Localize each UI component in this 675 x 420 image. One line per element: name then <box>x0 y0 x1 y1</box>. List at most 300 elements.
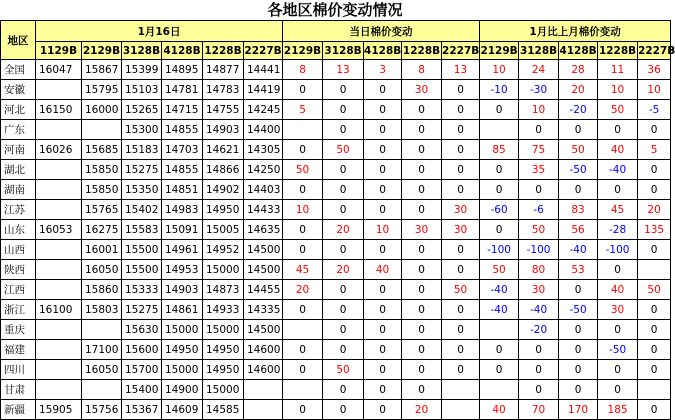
daily-change-cell: 0 <box>442 320 480 340</box>
monthly-change-cell: 185 <box>598 400 638 420</box>
daily-change-cell <box>442 380 480 400</box>
price-cell: 14953 <box>162 260 203 280</box>
daily-change-cell: 0 <box>283 400 323 420</box>
monthly-change-cell: 50 <box>559 140 598 160</box>
daily-change-cell: 0 <box>323 120 364 140</box>
region-cell: 山东 <box>1 220 36 240</box>
daily-change-cell: 0 <box>402 340 442 360</box>
region-cell: 陕西 <box>1 260 36 280</box>
region-cell: 山西 <box>1 240 36 260</box>
monthly-change-cell <box>638 260 671 280</box>
daily-change-cell: 0 <box>364 280 402 300</box>
daily-change-cell: 0 <box>364 100 402 120</box>
daily-change-cell: 50 <box>323 360 364 380</box>
monthly-change-cell: 0 <box>480 180 519 200</box>
price-cell: 14781 <box>162 80 203 100</box>
price-cell <box>36 240 82 260</box>
monthly-change-cell <box>638 380 671 400</box>
daily-code-header: 2129B <box>283 42 323 60</box>
daily-change-cell: 0 <box>442 120 480 140</box>
monthly-change-cell: 0 <box>519 180 559 200</box>
price-cell: 14855 <box>162 120 203 140</box>
price-cell: 16001 <box>82 240 122 260</box>
price-cell <box>36 280 82 300</box>
monthly-change-cell: 0 <box>638 320 671 340</box>
price-cell <box>36 380 82 400</box>
price-cell: 14500 <box>244 240 283 260</box>
daily-change-cell: 0 <box>323 400 364 420</box>
daily-change-cell: 0 <box>323 200 364 220</box>
price-cell: 14600 <box>244 360 283 380</box>
daily-change-cell: 0 <box>283 300 323 320</box>
price-cell: 16026 <box>36 140 82 160</box>
price-cell: 14950 <box>203 200 244 220</box>
region-cell: 湖北 <box>1 160 36 180</box>
monthly-change-cell: 0 <box>638 240 671 260</box>
daily-change-cell: 0 <box>364 120 402 140</box>
daily-code-header: 1228B <box>402 42 442 60</box>
daily-change-cell: 0 <box>364 80 402 100</box>
monthly-change-cell: 0 <box>559 280 598 300</box>
price-cell: 14983 <box>162 200 203 220</box>
region-cell: 广东 <box>1 120 36 140</box>
price-cell: 14250 <box>244 160 283 180</box>
monthly-change-cell: 170 <box>559 400 598 420</box>
monthly-change-cell: -100 <box>519 240 559 260</box>
table-row <box>1 340 671 360</box>
price-cell: 14585 <box>203 400 244 420</box>
price-cell: 15765 <box>82 200 122 220</box>
daily-change-cell <box>283 320 323 340</box>
monthly-change-cell: 40 <box>598 280 638 300</box>
daily-change-cell: 0 <box>323 300 364 320</box>
price-cell: 14600 <box>244 340 283 360</box>
price-cell: 15103 <box>122 80 162 100</box>
monthly-change-cell: 0 <box>638 360 671 380</box>
daily-change-cell: 0 <box>283 340 323 360</box>
monthly-change-cell <box>480 380 519 400</box>
daily-change-cell: 0 <box>323 320 364 340</box>
price-cell: 15091 <box>162 220 203 240</box>
price-cell: 15630 <box>122 320 162 340</box>
price-cell: 17100 <box>82 340 122 360</box>
table-row <box>1 360 671 380</box>
monthly-change-cell: -40 <box>598 160 638 180</box>
monthly-change-cell: 0 <box>598 180 638 200</box>
daily-change-cell: 8 <box>402 60 442 80</box>
price-cell: 14902 <box>203 180 244 200</box>
daily-change-cell <box>283 120 323 140</box>
table-row <box>1 220 671 240</box>
daily-code-header: 3128B <box>323 42 364 60</box>
daily-change-cell: 30 <box>442 220 480 240</box>
table-row <box>1 100 671 120</box>
table-row <box>1 400 671 420</box>
monthly-change-cell: -50 <box>598 340 638 360</box>
daily-change-cell: 50 <box>283 160 323 180</box>
monthly-change-cell: 0 <box>598 260 638 280</box>
price-cell: 14400 <box>244 120 283 140</box>
table-row <box>1 200 671 220</box>
monthly-change-cell: 10 <box>598 80 638 100</box>
monthly-code-header: 3128B <box>519 42 559 60</box>
header-row-codes <box>1 42 671 60</box>
daily-change-cell: 45 <box>283 260 323 280</box>
daily-change-cell: 13 <box>442 60 480 80</box>
daily-change-cell: 0 <box>402 240 442 260</box>
monthly-change-cell: 0 <box>638 160 671 180</box>
monthly-change-cell: 0 <box>598 120 638 140</box>
price-cell: 15275 <box>122 160 162 180</box>
price-cell: 14900 <box>162 380 203 400</box>
price-cell: 16100 <box>36 300 82 320</box>
region-cell: 河南 <box>1 140 36 160</box>
price-cell: 16050 <box>82 260 122 280</box>
daily-change-cell: 0 <box>442 300 480 320</box>
daily-change-cell: 10 <box>364 220 402 240</box>
monthly-change-cell: -20 <box>559 100 598 120</box>
region-cell: 全国 <box>1 60 36 80</box>
monthly-change-cell: -30 <box>519 80 559 100</box>
price-cell: 15685 <box>82 140 122 160</box>
daily-change-cell: 5 <box>283 100 323 120</box>
daily-change-cell: 20 <box>323 260 364 280</box>
daily-change-cell: 0 <box>323 80 364 100</box>
table-row <box>1 240 671 260</box>
monthly-change-cell: 0 <box>480 160 519 180</box>
price-cell: 14903 <box>162 280 203 300</box>
daily-change-cell: 0 <box>442 240 480 260</box>
daily-change-cell: 0 <box>364 400 402 420</box>
monthly-change-cell: 0 <box>519 120 559 140</box>
monthly-change-cell: -100 <box>598 240 638 260</box>
price-cell: 15850 <box>82 160 122 180</box>
price-cell: 14433 <box>244 200 283 220</box>
monthly-change-cell: 53 <box>559 260 598 280</box>
monthly-change-cell: -40 <box>480 280 519 300</box>
price-cell: 14609 <box>162 400 203 420</box>
price-cell: 14961 <box>162 240 203 260</box>
price-cell <box>82 380 122 400</box>
price-cell: 15000 <box>162 320 203 340</box>
monthly-change-cell: 0 <box>480 100 519 120</box>
daily-change-cell: 0 <box>364 300 402 320</box>
monthly-change-cell: 24 <box>519 60 559 80</box>
daily-change-cell: 0 <box>364 320 402 340</box>
daily-change-cell: 0 <box>442 100 480 120</box>
region-cell: 安徽 <box>1 80 36 100</box>
daily-change-cell: 0 <box>402 200 442 220</box>
region-header: 地区 <box>1 21 36 60</box>
price-cell: 14895 <box>162 60 203 80</box>
daily-change-cell: 0 <box>323 240 364 260</box>
price-cell: 15795 <box>82 80 122 100</box>
price-cell: 15399 <box>122 60 162 80</box>
monthly-change-cell: -50 <box>559 300 598 320</box>
table-row <box>1 320 671 340</box>
monthly-change-cell: 0 <box>559 320 598 340</box>
monthly-change-cell: 0 <box>559 360 598 380</box>
price-cell: 16047 <box>36 60 82 80</box>
daily-change-cell: 0 <box>364 340 402 360</box>
price-cell: 14305 <box>244 140 283 160</box>
region-cell: 新疆 <box>1 400 36 420</box>
price-cell: 15600 <box>122 340 162 360</box>
price-cell: 14950 <box>203 360 244 380</box>
price-cell: 15905 <box>36 400 82 420</box>
monthly-change-cell: 135 <box>638 220 671 240</box>
daily-change-cell <box>442 400 480 420</box>
monthly-change-cell: 0 <box>598 320 638 340</box>
monthly-change-cell: 35 <box>519 160 559 180</box>
daily-change-cell: 40 <box>364 260 402 280</box>
daily-change-cell: 50 <box>323 140 364 160</box>
region-cell: 福建 <box>1 340 36 360</box>
price-cell: 14952 <box>203 240 244 260</box>
monthly-change-cell: -40 <box>480 300 519 320</box>
daily-change-cell: 0 <box>283 140 323 160</box>
price-cell <box>36 180 82 200</box>
daily-change-cell: 0 <box>364 360 402 380</box>
price-cell: 16275 <box>82 220 122 240</box>
monthly-change-cell: 10 <box>480 60 519 80</box>
daily-change-cell: 0 <box>442 340 480 360</box>
monthly-change-cell: -5 <box>638 100 671 120</box>
monthly-change-cell: 28 <box>559 60 598 80</box>
price-cell: 15500 <box>122 260 162 280</box>
monthly-change-cell: -10 <box>480 80 519 100</box>
table-row <box>1 160 671 180</box>
price-group-header: 1月16日 <box>36 21 283 42</box>
monthly-change-group-header: 1月比上月棉价变动 <box>480 21 671 42</box>
monthly-change-cell: 50 <box>480 260 519 280</box>
monthly-change-cell: 50 <box>519 220 559 240</box>
daily-change-cell: 50 <box>442 280 480 300</box>
monthly-change-cell: 75 <box>519 140 559 160</box>
monthly-change-cell: 11 <box>598 60 638 80</box>
monthly-change-cell: 0 <box>638 300 671 320</box>
table-row <box>1 180 671 200</box>
price-code-header: 4128B <box>162 42 203 60</box>
price-cell: 14403 <box>244 180 283 200</box>
price-cell: 15265 <box>122 100 162 120</box>
price-cell <box>82 120 122 140</box>
price-cell: 14703 <box>162 140 203 160</box>
daily-change-cell: 0 <box>323 380 364 400</box>
monthly-change-cell: 0 <box>519 380 559 400</box>
daily-change-cell: 3 <box>364 60 402 80</box>
monthly-change-cell: 70 <box>519 400 559 420</box>
price-cell: 14621 <box>203 140 244 160</box>
monthly-change-cell: 30 <box>519 280 559 300</box>
monthly-change-cell: 0 <box>480 360 519 380</box>
price-cell: 14715 <box>162 100 203 120</box>
sheet-title: 各地区棉价变动情况 <box>267 1 403 19</box>
daily-change-cell: 0 <box>402 320 442 340</box>
daily-change-cell: 0 <box>364 180 402 200</box>
daily-change-cell: 0 <box>283 360 323 380</box>
daily-change-cell: 0 <box>402 260 442 280</box>
daily-change-cell: 0 <box>402 360 442 380</box>
daily-change-cell: 0 <box>364 140 402 160</box>
price-cell <box>36 160 82 180</box>
table-row <box>1 80 671 100</box>
daily-change-cell: 0 <box>323 280 364 300</box>
price-cell: 15183 <box>122 140 162 160</box>
daily-change-cell: 0 <box>283 220 323 240</box>
price-cell: 14861 <box>162 300 203 320</box>
daily-change-cell: 0 <box>364 200 402 220</box>
monthly-change-cell: 36 <box>638 60 671 80</box>
monthly-change-cell: 10 <box>638 80 671 100</box>
price-cell: 15500 <box>122 240 162 260</box>
monthly-change-cell: 50 <box>638 280 671 300</box>
monthly-change-cell: 45 <box>598 200 638 220</box>
price-cell: 15400 <box>122 380 162 400</box>
monthly-change-cell: 0 <box>638 120 671 140</box>
price-cell: 15867 <box>82 60 122 80</box>
region-cell: 江苏 <box>1 200 36 220</box>
monthly-code-header: 1228B <box>598 42 638 60</box>
price-cell: 15850 <box>82 180 122 200</box>
monthly-change-cell: 0 <box>480 340 519 360</box>
monthly-change-cell: 0 <box>598 380 638 400</box>
daily-change-cell: 0 <box>402 300 442 320</box>
price-cell: 16053 <box>36 220 82 240</box>
price-cell: 14933 <box>203 300 244 320</box>
daily-change-cell: 0 <box>364 240 402 260</box>
monthly-change-cell <box>480 120 519 140</box>
header-row-groups <box>1 21 671 42</box>
price-cell: 15803 <box>82 300 122 320</box>
region-cell: 湖南 <box>1 180 36 200</box>
monthly-change-cell: 0 <box>638 340 671 360</box>
price-cell: 14335 <box>244 300 283 320</box>
table-row <box>1 260 671 280</box>
daily-change-cell: 0 <box>442 260 480 280</box>
price-cell: 14635 <box>244 220 283 240</box>
daily-change-cell: 13 <box>323 60 364 80</box>
monthly-change-cell: 5 <box>638 140 671 160</box>
daily-change-cell: 0 <box>442 360 480 380</box>
monthly-change-cell: 0 <box>559 380 598 400</box>
daily-change-cell: 8 <box>283 60 323 80</box>
price-cell: 15583 <box>122 220 162 240</box>
monthly-change-cell: 50 <box>598 100 638 120</box>
price-cell <box>36 120 82 140</box>
price-cell <box>36 260 82 280</box>
region-cell: 浙江 <box>1 300 36 320</box>
price-cell: 15860 <box>82 280 122 300</box>
monthly-change-cell: 80 <box>519 260 559 280</box>
daily-change-cell: 0 <box>364 160 402 180</box>
price-cell: 14500 <box>244 260 283 280</box>
daily-change-cell: 0 <box>442 160 480 180</box>
monthly-change-cell: -40 <box>519 300 559 320</box>
monthly-change-cell: -28 <box>598 220 638 240</box>
price-cell: 15000 <box>162 360 203 380</box>
table-row <box>1 60 671 80</box>
price-cell <box>82 320 122 340</box>
daily-change-cell: 0 <box>402 160 442 180</box>
table-row <box>1 140 671 160</box>
price-cell: 14783 <box>203 80 244 100</box>
region-cell: 四川 <box>1 360 36 380</box>
price-code-header: 3128B <box>122 42 162 60</box>
price-cell: 16050 <box>82 360 122 380</box>
daily-change-cell: 0 <box>402 280 442 300</box>
price-cell: 14950 <box>203 340 244 360</box>
price-cell: 15367 <box>122 400 162 420</box>
monthly-change-cell: -20 <box>519 320 559 340</box>
price-cell: 14950 <box>162 340 203 360</box>
price-cell: 15000 <box>203 380 244 400</box>
monthly-change-cell: -60 <box>480 200 519 220</box>
price-cell <box>244 400 283 420</box>
daily-change-cell: 0 <box>364 380 402 400</box>
monthly-change-cell: 83 <box>559 200 598 220</box>
price-cell: 15000 <box>203 260 244 280</box>
monthly-change-cell: 0 <box>598 360 638 380</box>
monthly-change-cell: -50 <box>559 160 598 180</box>
monthly-code-header: 4128B <box>559 42 598 60</box>
daily-change-cell: 0 <box>442 140 480 160</box>
daily-change-cell: 30 <box>402 220 442 240</box>
monthly-change-cell: 40 <box>598 140 638 160</box>
price-cell <box>36 360 82 380</box>
monthly-change-cell: -6 <box>519 200 559 220</box>
monthly-change-cell: 0 <box>559 340 598 360</box>
price-cell: 15300 <box>122 120 162 140</box>
price-cell: 14755 <box>203 100 244 120</box>
daily-change-cell: 0 <box>402 120 442 140</box>
monthly-change-cell: 0 <box>559 120 598 140</box>
monthly-change-cell: 0 <box>638 400 671 420</box>
daily-change-cell: 0 <box>402 100 442 120</box>
monthly-change-cell: 0 <box>638 180 671 200</box>
price-code-header: 1228B <box>203 42 244 60</box>
price-cell: 15402 <box>122 200 162 220</box>
region-cell: 重庆 <box>1 320 36 340</box>
daily-change-cell: 10 <box>283 200 323 220</box>
price-cell <box>36 340 82 360</box>
price-table <box>0 20 675 420</box>
price-cell: 14873 <box>203 280 244 300</box>
monthly-change-cell: 20 <box>559 80 598 100</box>
daily-change-cell: 0 <box>323 340 364 360</box>
price-cell <box>36 320 82 340</box>
monthly-change-cell: 56 <box>559 220 598 240</box>
daily-change-cell: 0 <box>323 100 364 120</box>
daily-change-cell: 0 <box>283 240 323 260</box>
price-code-header: 2129B <box>82 42 122 60</box>
price-cell: 14245 <box>244 100 283 120</box>
price-cell: 14500 <box>244 320 283 340</box>
daily-change-cell: 0 <box>323 160 364 180</box>
daily-change-cell: 0 <box>283 180 323 200</box>
monthly-change-cell <box>480 320 519 340</box>
daily-change-cell: 0 <box>323 180 364 200</box>
monthly-change-cell: 0 <box>519 360 559 380</box>
price-cell: 14903 <box>203 120 244 140</box>
price-cell: 15700 <box>122 360 162 380</box>
daily-change-cell: 0 <box>402 180 442 200</box>
daily-change-cell: 0 <box>283 80 323 100</box>
monthly-change-cell: 40 <box>480 400 519 420</box>
price-cell: 14877 <box>203 60 244 80</box>
region-cell: 河北 <box>1 100 36 120</box>
monthly-change-cell: 0 <box>480 220 519 240</box>
